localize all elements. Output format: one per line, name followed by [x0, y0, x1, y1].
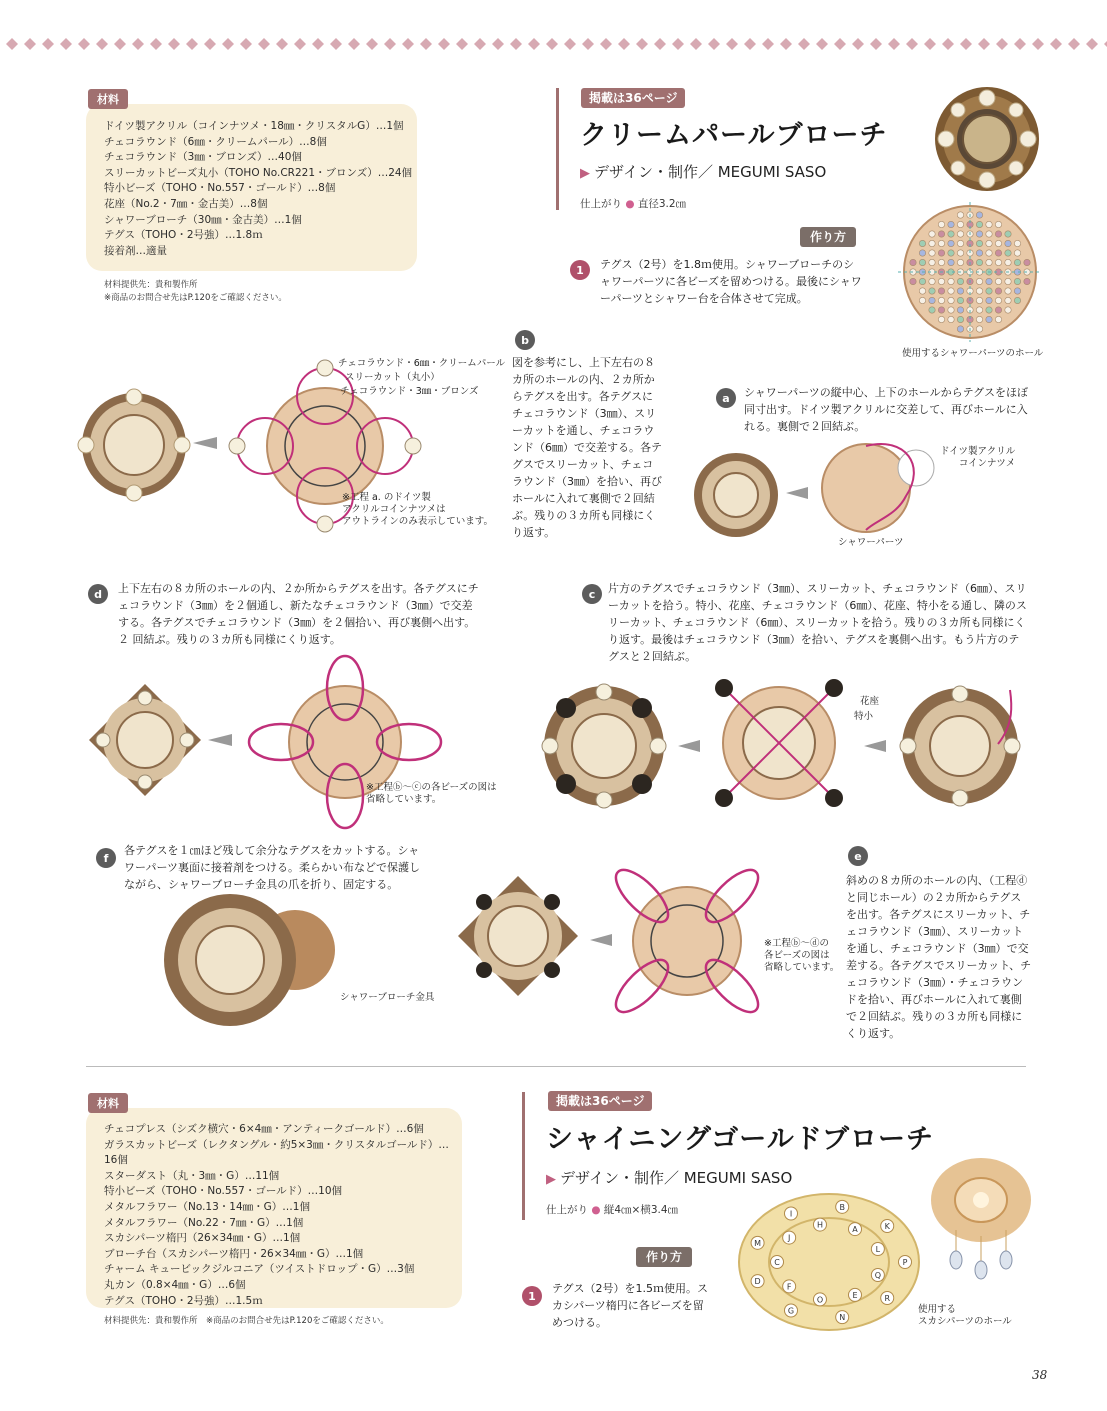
material-item: 接着剤…適量: [104, 244, 167, 257]
shower-hole: [929, 297, 935, 303]
diamond-ornament: [1050, 38, 1062, 50]
svg-text:A: A: [852, 1225, 858, 1235]
step-f-label: シャワーブローチ金具: [340, 992, 435, 1003]
how-to-label: 作り方: [636, 1247, 692, 1267]
shower-hole: [1005, 278, 1011, 284]
material-item: チェコラウンド（6㎜・クリームパール）…8個: [104, 135, 327, 148]
diamond-ornament: [348, 38, 360, 50]
step-1-number: 1: [570, 260, 590, 280]
shower-hole: [995, 316, 1001, 322]
step-a-text: シャワーパーツの縦中心、上下のホールからテグスをほぼ同寸出す。ドイツ製アクリルに交差して、再びホールに入れる。裏側で２回結ぶ。: [744, 386, 1029, 433]
svg-text:I: I: [789, 1209, 793, 1219]
svg-text:Q: Q: [874, 1270, 882, 1280]
shower-hole: [957, 316, 963, 322]
shower-hole: [976, 316, 982, 322]
shower-hole: [919, 250, 925, 256]
material-item: メタルフラワー（No.13・14㎜・G）…1個: [104, 1200, 310, 1213]
step-f-text: 各テグスを１㎝ほど残して余分なテグスをカットする。シャワーパーツ裏面に接着剤をつける。柔らかい布などで保護しながら、シャワーブローチ金具の爪を折り、固定する。: [124, 844, 421, 891]
step-a-result-diagram: [690, 449, 782, 541]
shower-hole: [995, 259, 1001, 265]
shower-hole: [1024, 259, 1030, 265]
step-c-process-diagram: [704, 668, 854, 818]
shower-hole: [910, 259, 916, 265]
step-d-note: ※工程ⓑ～ⓒの各ビーズの図は 省略しています。: [366, 782, 497, 805]
inquiry-note-1: ※商品のお問合せ先はP.120をご確認ください。: [104, 293, 287, 303]
shower-hole: [910, 278, 916, 284]
arrow-icon: [193, 437, 217, 449]
materials-list-2: [104, 1122, 460, 1309]
shower-hole: [957, 231, 963, 237]
shower-hole: [957, 221, 963, 227]
arrow-icon: [590, 934, 612, 946]
shower-hole: [986, 259, 992, 265]
shower-hole: [948, 221, 954, 227]
arrow-icon: [208, 734, 232, 746]
shower-hole: [1014, 297, 1020, 303]
hole-letter: [849, 1223, 862, 1236]
shower-hole: [976, 278, 982, 284]
shower-hole: [995, 231, 1001, 237]
shower-hole: [938, 221, 944, 227]
shower-hole: [976, 307, 982, 313]
step-e-marker: e: [848, 846, 868, 866]
svg-text:H: H: [816, 1220, 823, 1230]
material-item: テグス（TOHO・2号強）…1.8ｍ: [104, 229, 263, 242]
svg-text:R: R: [884, 1293, 891, 1303]
shower-hole: [948, 307, 954, 313]
shower-hole: [919, 240, 925, 246]
shower-hole: [976, 212, 982, 218]
diamond-ornament: [474, 38, 486, 50]
diamond-ornament: [564, 38, 576, 50]
diamond-ornament: [762, 38, 774, 50]
svg-text:M: M: [754, 1238, 762, 1248]
diamond-ornament: [240, 38, 252, 50]
product-photo-shining-gold: [926, 1150, 1036, 1290]
svg-text:K: K: [884, 1222, 890, 1232]
section-divider: [86, 1066, 1026, 1067]
diamond-ornament: [204, 38, 216, 50]
hole-letter: [813, 1293, 826, 1306]
diamond-ornament: [618, 38, 630, 50]
diamond-ornament: [546, 38, 558, 50]
shower-hole: [1024, 278, 1030, 284]
svg-text:C: C: [774, 1258, 780, 1267]
designer-credit-2: ▶ デザイン・制作／ MEGUMI SASO: [546, 1169, 793, 1187]
material-item: シャワーブローチ（30㎜・金古美）…1個: [104, 213, 302, 226]
step-a-label-parts: シャワーパーツ: [838, 537, 904, 548]
page-reference-tag: 掲載は36ページ: [548, 1091, 652, 1111]
svg-text:P: P: [902, 1258, 908, 1267]
diamond-ornament: [276, 38, 288, 50]
step-d-marker: d: [88, 584, 108, 604]
diamond-ornament: [654, 38, 666, 50]
shower-hole: [957, 288, 963, 294]
hole-letter: [813, 1218, 826, 1231]
material-item: テグス（TOHO・2号強）…1.5ｍ: [104, 1294, 263, 1307]
shower-hole: [938, 297, 944, 303]
step-c-marker: c: [582, 584, 602, 604]
hole-letter: [836, 1311, 849, 1324]
diamond-ornament: [420, 38, 432, 50]
step-d-result-diagram: [85, 680, 205, 800]
diamond-ornament: [402, 38, 414, 50]
shower-hole: [919, 259, 925, 265]
shower-hole: [948, 259, 954, 265]
shower-hole: [1014, 259, 1020, 265]
shower-hole: [995, 297, 1001, 303]
title-bar-2: [522, 1092, 525, 1220]
material-item: 特小ビーズ（TOHO・No.557・ゴールド）…10個: [104, 1185, 343, 1198]
svg-text:O: O: [816, 1295, 824, 1305]
material-item: スリーカットビーズ丸小（TOHO No.CR221・ブロンズ）…24個: [104, 166, 413, 179]
shower-hole: [986, 297, 992, 303]
step-b-note: ※工程 a. のドイツ製 アクリルコインナツメは アウトラインのみ表示しています。: [342, 492, 493, 527]
diamond-ornament: [1068, 38, 1080, 50]
diamond-ornament: [708, 38, 720, 50]
diamond-ornament: [132, 38, 144, 50]
diamond-ornament: [852, 38, 864, 50]
shower-hole: [929, 250, 935, 256]
svg-text:J: J: [787, 1233, 791, 1243]
diamond-ornament: [996, 38, 1008, 50]
shower-hole: [929, 278, 935, 284]
material-item: ブローチ台（スカシパーツ楕円・26×34㎜・G）…1個: [104, 1247, 364, 1260]
diamond-ornament: [330, 38, 342, 50]
material-item: チャーム キュービックジルコニア（ツイストドロップ・G）…3個: [104, 1263, 415, 1276]
shower-hole: [948, 250, 954, 256]
step-b-label-1: チェコラウンド・6㎜・クリームパール: [338, 358, 506, 369]
material-item: ドイツ製アクリル（コインナツメ・18㎜・クリスタルG）…1個: [104, 120, 404, 132]
diamond-ornament: [222, 38, 234, 50]
shower-hole: [929, 307, 935, 313]
shower-hole: [948, 278, 954, 284]
step-e-text: 斜めの８カ所のホールの内、（工程ⓓと同じホール）の２カ所からテグスを出す。各テグスにスリーカット、チェコラウンド（3㎜）、スリーカットを通し、チェコラウンド（3㎜）で交差する。各テグスでスリーカット、チェコラウンド（3㎜）・チェコラウンドを拾い、再びホールに入れて裏側で２回結ぶ。残りの３カ所も同様にくり返す。: [846, 874, 1032, 1040]
step-c-label-tiny: 特小: [854, 711, 874, 722]
shower-hole: [957, 297, 963, 303]
svg-text:F: F: [786, 1282, 792, 1292]
hole-letter: [881, 1220, 894, 1233]
shower-hole: [957, 212, 963, 218]
shower-hole: [986, 288, 992, 294]
diamond-ornament: [1086, 38, 1098, 50]
shower-hole: [938, 307, 944, 313]
shower-hole: [976, 288, 982, 294]
shower-hole: [976, 240, 982, 246]
step-e-note: ※工程ⓑ～ⓓの 各ビーズの図は 省略しています。: [764, 938, 840, 973]
svg-text:D: D: [754, 1277, 761, 1287]
diamond-ornament: [960, 38, 972, 50]
hole-letter: [783, 1231, 796, 1244]
shower-hole: [929, 231, 935, 237]
material-item: ガラスカットビーズ（レクタングル・約5×3㎜・クリスタルゴールド）…16個: [104, 1138, 449, 1167]
shower-hole: [986, 221, 992, 227]
diamond-ornament: [384, 38, 396, 50]
diamond-ornament: [942, 38, 954, 50]
diamond-ornament: [312, 38, 324, 50]
supplier-note-2: 材料提供先：貴和製作所 ※商品のお問合せ先はP.120をご確認ください。: [104, 1316, 389, 1326]
shower-hole: [995, 240, 1001, 246]
diamond-ornament: [600, 38, 612, 50]
shower-hole: [957, 278, 963, 284]
diamond-ornament: [42, 38, 54, 50]
diamond-ornament: [924, 38, 936, 50]
diamond-ornament: [528, 38, 540, 50]
materials-tag: 材料: [88, 1093, 128, 1113]
shower-hole: [986, 240, 992, 246]
holes-caption-2: 使用する スカシパーツのホール: [918, 1304, 1012, 1327]
hole-letter: [771, 1256, 784, 1269]
shower-hole: [1014, 288, 1020, 294]
material-item: 丸カン（0.8×4㎜・G）…6個: [104, 1278, 246, 1291]
shower-hole: [938, 316, 944, 322]
diamond-ornament: [366, 38, 378, 50]
diamond-ornament: [114, 38, 126, 50]
step-a-marker: a: [716, 388, 736, 408]
shower-hole: [976, 259, 982, 265]
arrow-icon: [678, 740, 700, 752]
shower-hole: [1014, 240, 1020, 246]
diamond-ornament: [60, 38, 72, 50]
shower-hole: [1005, 259, 1011, 265]
step-c-label-flower: 花座: [860, 696, 880, 707]
step-d-text: 上下左右の８カ所のホールの内、２か所からテグスを出す。各テグスにチェコラウンド（3㎜）を２個通し、新たなチェコラウンド（3㎜）で交差する。各テグスでチェコラウンド（3㎜）を２個拾い、再び裏側へ出す。２ 回結ぶ。残りの３カ所も同様にくり返す。: [118, 582, 479, 646]
shower-hole: [1005, 250, 1011, 256]
material-item: メタルフラワー（No.22・7㎜・G）…1個: [104, 1216, 304, 1229]
svg-text:L: L: [875, 1245, 881, 1255]
shower-hole: [995, 250, 1001, 256]
diamond-ornament: [510, 38, 522, 50]
svg-text:N: N: [839, 1313, 846, 1323]
diamond-ornament: [438, 38, 450, 50]
shower-hole: [976, 231, 982, 237]
hole-letter: [881, 1291, 894, 1304]
diamond-ornament: [816, 38, 828, 50]
shower-hole: [957, 307, 963, 313]
svg-text:B: B: [839, 1202, 845, 1212]
step-c-result-diagram: [540, 682, 668, 810]
diamond-ornament: [1014, 38, 1026, 50]
shower-hole: [929, 288, 935, 294]
diamond-ornament: [456, 38, 468, 50]
shower-hole: [938, 231, 944, 237]
diamond-ornament: [906, 38, 918, 50]
finish-size-2: 仕上がり ● 縦4㎝×横3.4㎝: [546, 1204, 679, 1216]
step-b-label-2: スリーカット（丸小）: [345, 372, 440, 383]
shower-hole: [938, 240, 944, 246]
how-to-label: 作り方: [800, 227, 856, 247]
page-reference-tag: 掲載は36ページ: [581, 88, 685, 108]
arrow-icon: [786, 487, 808, 499]
shower-hole: [986, 307, 992, 313]
shower-hole: [948, 231, 954, 237]
shower-hole: [1014, 250, 1020, 256]
hole-letter: [849, 1288, 862, 1301]
shower-hole: [976, 250, 982, 256]
filigree-holes-diagram: [734, 1190, 924, 1334]
step-a-label-acrylic: ドイツ製アクリル コインナツメ: [940, 446, 1016, 469]
shower-hole: [986, 231, 992, 237]
step-b-marker: b: [515, 330, 535, 350]
step-f-diagram: [160, 890, 340, 1030]
diamond-ornament: [888, 38, 900, 50]
shower-hole: [957, 250, 963, 256]
diamond-ornament: [834, 38, 846, 50]
diamond-ornament: [186, 38, 198, 50]
diamond-ornament: [636, 38, 648, 50]
shower-hole: [1005, 297, 1011, 303]
shower-hole: [986, 316, 992, 322]
hole-letter: [871, 1268, 884, 1281]
material-item: チェコラウンド（3㎜・ブロンズ）…40個: [104, 151, 302, 164]
shower-hole: [957, 240, 963, 246]
diamond-ornament: [294, 38, 306, 50]
diamond-ornament: [78, 38, 90, 50]
diamond-ornament: [582, 38, 594, 50]
hole-letter: [751, 1236, 764, 1249]
shower-hole: [1005, 307, 1011, 313]
svg-text:G: G: [787, 1306, 795, 1316]
shower-hole: [995, 221, 1001, 227]
diamond-ornament: [96, 38, 108, 50]
materials-tag: 材料: [88, 89, 128, 109]
hole-letter: [785, 1304, 798, 1317]
step-1-text: テグス（2号）を1.5ｍ使用。スカシパーツ楕円に各ビーズを留めつける。: [552, 1282, 708, 1329]
step-c-start-diagram: [898, 684, 1022, 808]
designer-credit-1: ▶ デザイン・制作／ MEGUMI SASO: [580, 163, 827, 181]
material-item: チェコプレス（シズク横穴・6×4㎜・アンティークゴールド）…6個: [104, 1123, 424, 1135]
shower-hole: [986, 278, 992, 284]
shower-hole: [938, 288, 944, 294]
brooch-title-1: クリームパールブローチ: [580, 120, 888, 151]
material-item: 特小ビーズ（TOHO・No.557・ゴールド）…8個: [104, 182, 336, 195]
shower-hole: [938, 259, 944, 265]
shower-hole: [948, 288, 954, 294]
diamond-ornament: [798, 38, 810, 50]
shower-hole: [919, 297, 925, 303]
shower-hole: [919, 288, 925, 294]
hole-letter: [785, 1207, 798, 1220]
hole-letter: [836, 1200, 849, 1213]
shower-hole: [948, 297, 954, 303]
step-1-number: 1: [522, 1286, 542, 1306]
decorative-diamond-border: [0, 34, 1107, 54]
shower-hole: [948, 240, 954, 246]
holes-caption-1: 使用するシャワーパーツのホール: [902, 348, 1044, 359]
diamond-ornament: [168, 38, 180, 50]
shower-hole: [1005, 288, 1011, 294]
shower-hole: [995, 278, 1001, 284]
material-item: 花座（No.2・7㎜・金古美）…8個: [104, 197, 268, 210]
diamond-ornament: [150, 38, 162, 50]
material-item: スターダスト（丸・3㎜・G）…11個: [104, 1169, 280, 1182]
diamond-ornament: [780, 38, 792, 50]
hole-letter: [871, 1243, 884, 1256]
diamond-ornament: [690, 38, 702, 50]
diamond-ornament: [672, 38, 684, 50]
diamond-ornament: [258, 38, 270, 50]
step-1-text: テグス（2号）を1.8ｍ使用。シャワーブローチのシャワーパーツに各ビーズを留めつける。最後にシャワーパーツとシャワー台を合体させて完成。: [600, 258, 862, 305]
shower-hole: [957, 259, 963, 265]
shower-hole: [938, 278, 944, 284]
step-b-text: 図を参考にし、上下左右の８カ所のホールの内、２カ所からテグスを出す。各テグスにチェコラウンド（3㎜）、スリーカットを通し、チェコラウンド（6㎜）で交差する。各テグスでスリーカット、チェコラウンド（3㎜）を拾い、再びホールに入れて裏側で２回結ぶ。残りの３カ所も同様にくり返す。: [512, 356, 662, 539]
step-b-result-diagram: [75, 386, 193, 504]
diamond-ornament: [6, 38, 18, 50]
shower-hole: [986, 250, 992, 256]
arrow-icon: [864, 740, 886, 752]
shower-part-holes-diagram: [890, 198, 1050, 348]
diamond-ornament: [24, 38, 36, 50]
diamond-ornament: [1032, 38, 1044, 50]
diamond-ornament: [744, 38, 756, 50]
page-number: 38: [1032, 1368, 1048, 1382]
shower-hole: [995, 307, 1001, 313]
step-c-text: 片方のテグスでチェコラウンド（3㎜）、スリーカット、チェコラウンド（6㎜）、スリーカットを拾う。特小、花座、チェコラウンド（6㎜）、花座、特小をる通し、隣のスリーカット、チェコラウンド（6㎜）、スリーカットを拾う。残りの３カ所も同様にくり返す。最後はチェコラウンド（3㎜）を拾い、テグスを裏側へ出す。もう片方のテグスと２回結ぶ。: [608, 582, 1027, 663]
diamond-ornament: [726, 38, 738, 50]
product-photo-cream-pearl: [928, 80, 1046, 198]
shower-hole: [957, 326, 963, 332]
shower-hole: [938, 250, 944, 256]
shower-hole: [919, 278, 925, 284]
title-bar-1: [556, 88, 559, 210]
step-e-result-diagram: [456, 874, 580, 998]
supplier-note-1: 材料提供先：貴和製作所: [104, 280, 198, 290]
materials-list-1: [104, 119, 414, 259]
shower-hole: [1005, 231, 1011, 237]
finish-size-1: 仕上がり ● 直径3.2㎝: [580, 198, 687, 210]
shower-hole: [948, 316, 954, 322]
step-f-marker: f: [96, 848, 116, 868]
shower-hole: [995, 288, 1001, 294]
brooch-title-2: シャイニングゴールドブローチ: [546, 1124, 934, 1155]
shower-hole: [1014, 278, 1020, 284]
hole-letter: [751, 1275, 764, 1288]
shower-hole: [976, 297, 982, 303]
diamond-ornament: [978, 38, 990, 50]
step-b-label-3: チェコラウンド・3㎜・ブロンズ: [340, 386, 479, 397]
shower-hole: [1005, 240, 1011, 246]
step-e-process-diagram: [612, 866, 762, 1016]
hole-letter: [783, 1280, 796, 1293]
hole-letter: [899, 1256, 912, 1269]
shower-hole: [976, 326, 982, 332]
svg-text:E: E: [852, 1290, 858, 1300]
step-a-process-diagram: [816, 436, 936, 536]
diamond-ornament: [492, 38, 504, 50]
shower-hole: [929, 259, 935, 265]
shower-hole: [929, 240, 935, 246]
material-item: スカシパーツ楕円（26×34㎜・G）…1個: [104, 1232, 301, 1245]
diamond-ornament: [870, 38, 882, 50]
shower-hole: [976, 221, 982, 227]
